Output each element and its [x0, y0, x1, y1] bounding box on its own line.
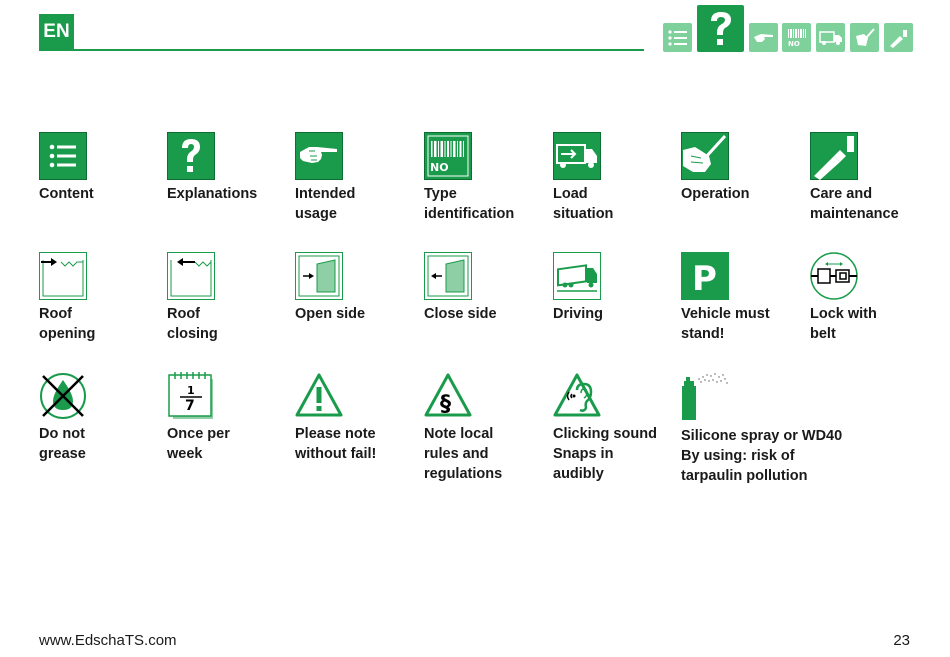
calendar-week-icon	[167, 372, 215, 420]
item-open-side	[295, 252, 365, 324]
item-label-line: Load	[553, 186, 588, 202]
driving-truck-icon	[553, 252, 601, 300]
page-number: 23	[893, 632, 910, 649]
item-roof-opening	[39, 252, 95, 344]
item-label-line: week	[167, 446, 203, 462]
item-label-line: Vehicle must	[681, 306, 770, 322]
content-icon	[39, 132, 87, 180]
item-label-line: regulations	[424, 466, 503, 482]
svg-text:§: §	[440, 392, 451, 417]
header-rule	[39, 49, 644, 51]
nav-type-identification-icon[interactable]	[782, 23, 811, 52]
item-label-line: Please note	[295, 426, 376, 442]
item-label-line: Close side	[424, 306, 497, 322]
item-label-line: belt	[810, 326, 836, 342]
item-label-line: situation	[553, 206, 614, 222]
item-label-line: By using: risk of	[681, 448, 795, 464]
svg-text:NO: NO	[430, 161, 449, 174]
item-intended-usage	[295, 132, 355, 224]
truck-load-icon	[553, 132, 601, 180]
item-label-line: Type	[424, 186, 457, 202]
item-label-line: Snaps in	[553, 446, 614, 462]
item-close-side	[424, 252, 497, 324]
nav-intended-usage-icon[interactable]	[749, 23, 778, 52]
item-label-line: Open side	[295, 306, 366, 322]
footer-url[interactable]: www.EdschaTS.com	[39, 632, 177, 649]
item-label-line: tarpaulin pollution	[681, 468, 808, 484]
item-label-line: closing	[167, 326, 218, 342]
nav-care-maintenance-icon[interactable]	[884, 23, 913, 52]
item-label-line: Driving	[553, 306, 603, 322]
open-side-icon	[295, 252, 343, 300]
item-please-note	[295, 372, 376, 464]
item-label-line: Once per	[167, 426, 230, 442]
item-label-line: Do not	[39, 426, 85, 442]
item-lock-with-belt	[810, 252, 877, 344]
item-label-line: Intended	[295, 186, 356, 202]
item-silicone-spray	[681, 372, 842, 486]
warning-icon	[295, 372, 343, 420]
pointing-hand-icon	[295, 132, 343, 180]
no-grease-icon	[39, 372, 87, 420]
spray-can-icon	[681, 372, 731, 420]
item-clicking-sound	[553, 372, 657, 484]
item-content	[39, 132, 94, 204]
nav-explanations-icon[interactable]	[697, 5, 744, 52]
item-label-line: without fail!	[295, 446, 377, 462]
item-care-maintenance	[810, 132, 899, 224]
item-label-line: identification	[424, 206, 515, 222]
item-label-line: Note local	[424, 426, 494, 442]
parking-icon	[681, 252, 729, 300]
nav-operation-icon[interactable]	[850, 23, 879, 52]
item-roof-closing	[167, 252, 218, 344]
nav-load-situation-icon[interactable]	[816, 23, 845, 52]
item-label-line: Operation	[681, 186, 750, 202]
item-type-identification	[424, 132, 514, 224]
roof-closing-icon	[167, 252, 215, 300]
hand-lever-icon	[681, 132, 729, 180]
item-driving	[553, 252, 603, 324]
item-do-not-grease	[39, 372, 87, 464]
item-explanations	[167, 132, 257, 204]
question-mark-icon	[167, 132, 215, 180]
item-load-situation	[553, 132, 613, 224]
item-label-line: maintenance	[810, 206, 899, 222]
nav-content-icon[interactable]	[663, 23, 692, 52]
item-label-line: Roof	[167, 306, 201, 322]
svg-text:P: P	[692, 259, 717, 299]
svg-text:NO: NO	[787, 39, 800, 48]
item-label-line: opening	[39, 326, 96, 342]
spray-maintenance-icon	[810, 132, 858, 180]
roof-opening-icon	[39, 252, 87, 300]
item-label-line: rules and	[424, 446, 489, 462]
item-label-line: Clicking sound	[553, 426, 657, 442]
close-side-icon	[424, 252, 472, 300]
item-once-per-week	[167, 372, 230, 464]
language-badge: EN	[39, 14, 74, 49]
svg-text:7: 7	[185, 398, 195, 414]
item-label-line: Lock with	[810, 306, 877, 322]
item-vehicle-must-stand	[681, 252, 770, 344]
item-label-line: Care and	[810, 186, 873, 202]
barcode-icon	[424, 132, 472, 180]
item-label-line: usage	[295, 206, 337, 222]
item-label-line: grease	[39, 446, 86, 462]
item-label-line: audibly	[553, 466, 604, 482]
item-label-line: Silicone spray or WD40	[681, 428, 843, 444]
item-label-line: Content	[39, 186, 94, 202]
item-note-local-rules	[424, 372, 502, 484]
svg-text:1: 1	[187, 384, 195, 397]
lock-belt-icon	[810, 252, 858, 300]
ear-sound-icon	[553, 372, 601, 420]
item-operation	[681, 132, 749, 204]
paragraph-warning-icon	[424, 372, 472, 420]
item-label-line: stand!	[681, 326, 725, 342]
item-label-line: Explanations	[167, 186, 258, 202]
item-label-line: Roof	[39, 306, 73, 322]
